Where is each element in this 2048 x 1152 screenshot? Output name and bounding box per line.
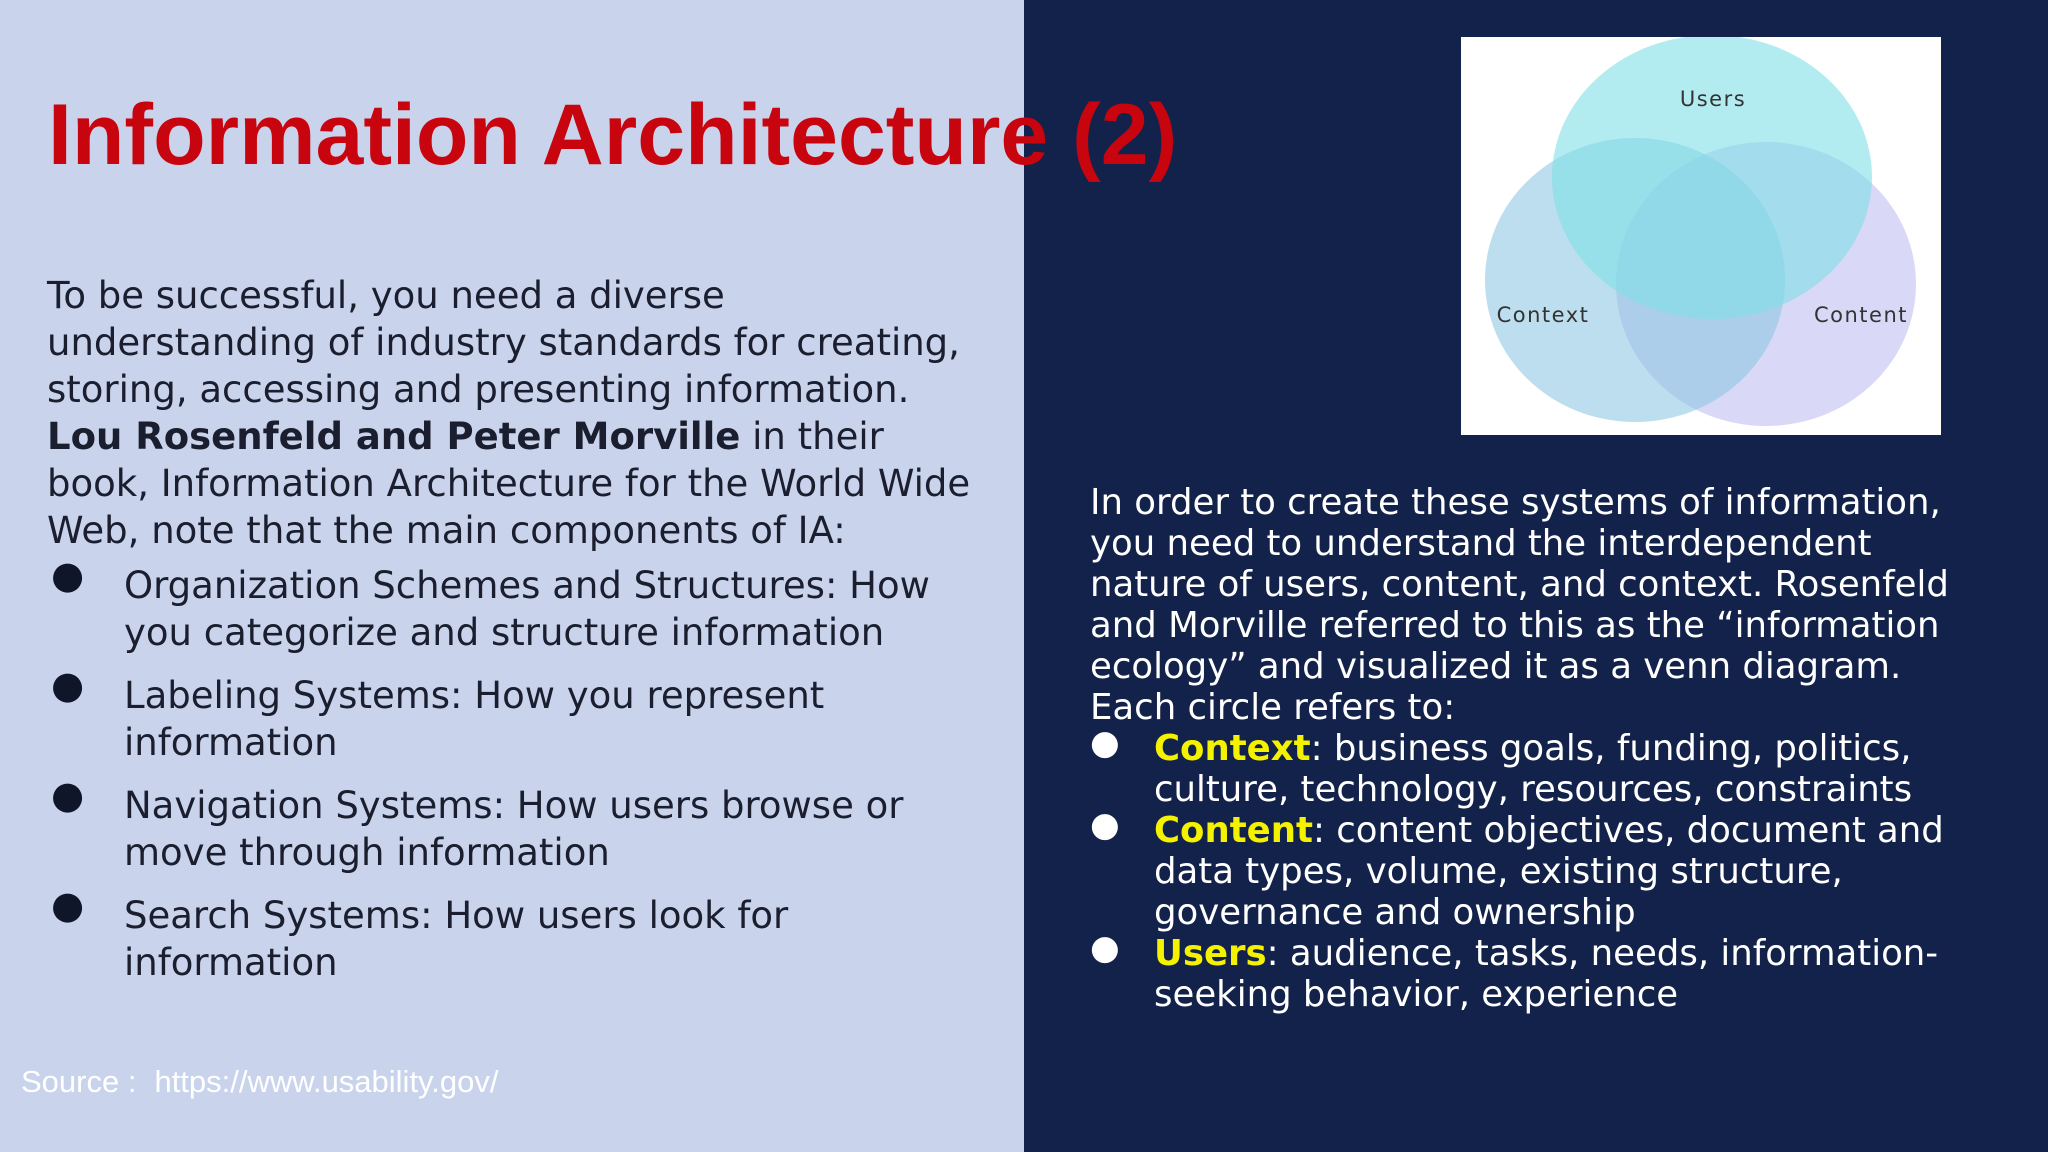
venn-svg [1461,37,1941,435]
source-label: Source : [21,1064,137,1099]
source-line [21,1064,516,1100]
intro-text: To be successful, you need a diverse understanding of industry standards for creating, storing, accessing and presenting information. [47,274,960,411]
venn-label-content: Content [1813,303,1909,327]
bullet-icon: ● [51,553,85,597]
list-item-text: Labeling Systems: How you represent information [124,674,825,764]
intro-paragraph [47,272,987,554]
term-description: : audience, tasks, needs, information-seeking behavior, experience [1154,933,1939,1015]
list-item-text: Organization Schemes and Structures: How you categorize and structure information [124,564,930,654]
term-description: : content objectives, document and data types, volume, existing structure, governance and ownership [1154,810,1944,933]
bullet-icon: ● [51,663,85,707]
term-users: Users [1154,933,1267,974]
bullet-icon: ● [1090,928,1120,968]
list-item-text: Navigation Systems: How users browse or move through information [124,784,904,874]
intro-cont-text: in their book, Information Architecture for the World Wide Web, note that the main components of IA: [47,415,971,552]
list-item [47,553,987,656]
source-url: https://www.usability.gov/ [154,1064,499,1099]
list-item [47,773,987,876]
right-paragraph: In order to create these systems of information, you need to understand the interdependent nature of users, content, and context. Rosenfeld and Morville referred to this as the “information ecology” and visualized it as a venn diagram. Each circle refers to: [1090,482,1949,728]
term-content: Content [1154,810,1314,851]
list-item [1090,723,1990,810]
venn-diagram [1461,37,1941,435]
term-description: : business goals, funding, politics, culture, technology, resources, constraints [1154,728,1913,810]
list-item [1090,928,1990,1015]
list-item [47,883,987,986]
circle-definitions-list [1090,723,1990,1015]
bullet-icon: ● [1090,805,1120,845]
slide-title: Information Architecture (2) [48,87,1178,183]
right-body-text [1090,482,1990,1015]
bullet-icon: ● [51,883,85,927]
venn-label-users: Users [1679,87,1747,111]
list-item [1090,805,1990,933]
left-body-text [47,272,987,1002]
list-item [47,663,987,766]
venn-label-context: Context [1496,303,1590,327]
bullet-icon: ● [51,773,85,817]
venn-circle-users [1552,37,1872,319]
components-list [47,553,987,986]
list-item-text: Search Systems: How users look for information [124,894,789,984]
authors-text: Lou Rosenfeld and Peter Morville [47,415,741,458]
bullet-icon: ● [1090,723,1120,763]
term-context: Context [1154,728,1311,769]
